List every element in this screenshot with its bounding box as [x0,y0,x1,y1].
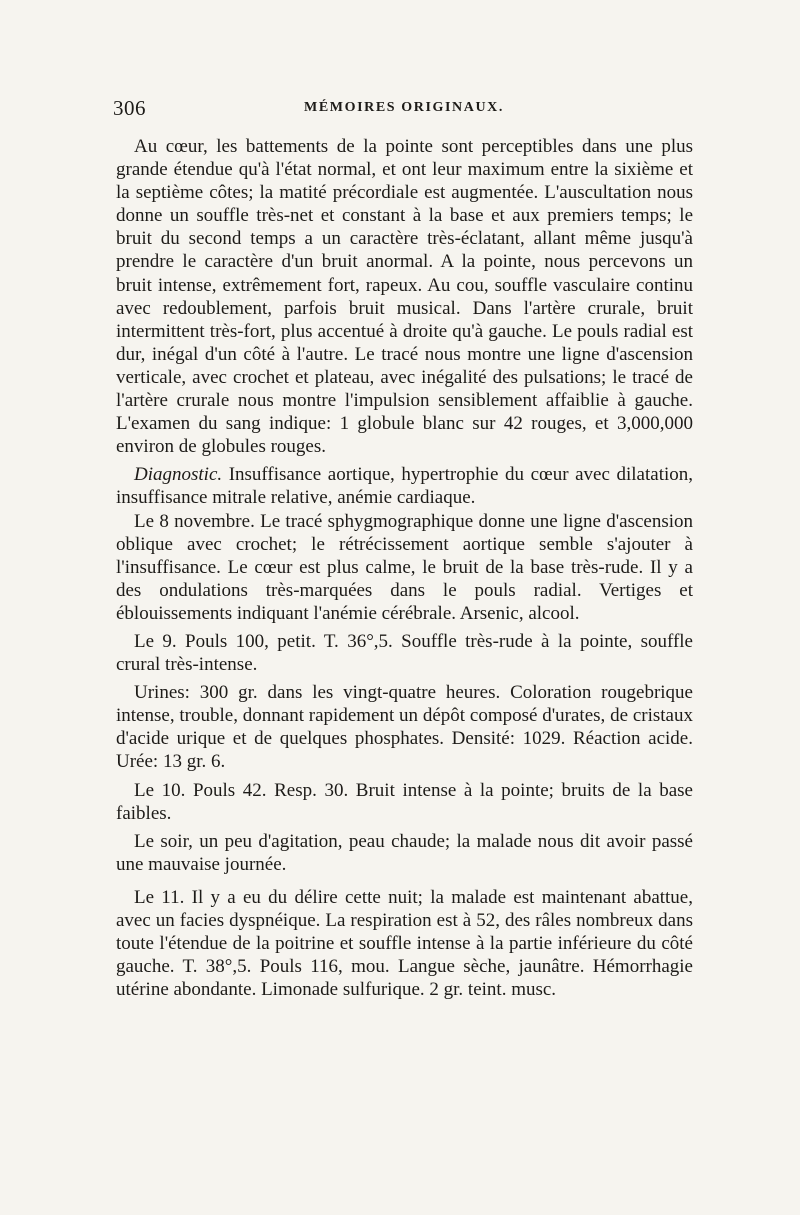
paragraph-text: Le soir, un peu d'agitation, peau chaude; la malade nous dit avoir passé une mauvaise journée. [116,830,693,875]
running-title: MÉMOIRES ORIGINAUX. [304,100,504,115]
paragraph-8-november [116,510,693,625]
paragraph-evening [116,830,693,876]
paragraph-day-10 [116,779,693,825]
paragraph-day-9 [116,630,693,676]
paragraph-text: Insuffisance aortique, hypertrophie du cœur avec dilatation, insuffisance mitrale relative, anémie cardiaque. [116,464,693,509]
paragraph-text: Urines: 300 gr. dans les vingt-quatre heures. Coloration rougebrique intense, trouble, donnant rapidement un dépôt composé d'urates, de cristaux d'acide urique et de quelques phosphates. Densité: 1029. Réaction acide. Urée: 13 gr. 6. [116,682,693,773]
paragraph-diagnostic [116,463,693,509]
body-text [116,135,693,1001]
paragraph-heart-exam [116,135,693,458]
paragraph-text: Le 9. Pouls 100, petit. T. 36°,5. Souffle très-rude à la pointe, souffle crural très-intense. [116,630,693,676]
paragraph-text: Le 11. Il y a eu du délire cette nuit; la malade est maintenant abattue, avec un facies dyspnéique. La respiration est à 52, des râles nombreux dans toute l'étendue de la poitrine et souffle intense à la partie inférieure du côté gauche. T. 38°,5. Pouls 116, mou. Langue sèche, jaunâtre. Hémorrhagie utérine abondante. Limonade sulfurique. 2 gr. teint. musc. [116,886,693,1001]
paragraph-urines [116,681,693,773]
paragraph-text: Le 10. Pouls 42. Resp. 30. Bruit intense à la pointe; bruits de la base faibles. [116,779,693,824]
page-number: 306 [113,96,146,120]
paragraph-day-11 [116,886,693,1001]
page-header [113,96,695,126]
diagnostic-label: Diagnostic. [134,464,223,486]
paragraph-text: Le 8 novembre. Le tracé sphygmographique donne une ligne d'ascension oblique avec crochet; le rétrécissement aortique semble s'ajouter à l'insuffisance. Le cœur est plus calme, le bruit de la base très-rude. Il y a des ondulations très-marquées dans le pouls radial. Vertiges et éblouissements indiquant l'anémie cérébrale. Arsenic, alcool. [116,510,693,624]
paragraph-text: Au cœur, les battements de la pointe sont perceptibles dans une plus grande étendue qu'à l'état normal, et ont leur maximum entre la sixième et la septième côtes; la matité précordiale est augmentée. L'auscultation nous donne un souffle très-net et constant à la base et aux premiers temps; le bruit du second temps a un caractère très-éclatant, allant même jusqu'à prendre le caractère d'un bruit anormal. A la pointe, nous percevons un bruit intense, extrêmement fort, rapeux. Au cou, souffle vasculaire continu avec redoublement, parfois bruit musical. Dans l'artère crurale, bruit intermittent très-fort, plus accentué à droite qu'à gauche. Le pouls radial est dur, inégal d'un côté à l'autre. Le tracé nous montre une ligne d'ascension verticale, avec crochet et plateau, avec inégalité des pulsations; le tracé de l'artère crurale nous montre l'impulsion sensiblement affaiblie à gauche. L'examen du sang indique: 1 globule blanc sur 42 rouges, et 3,000,000 environ de globules rouges. [116,136,693,458]
